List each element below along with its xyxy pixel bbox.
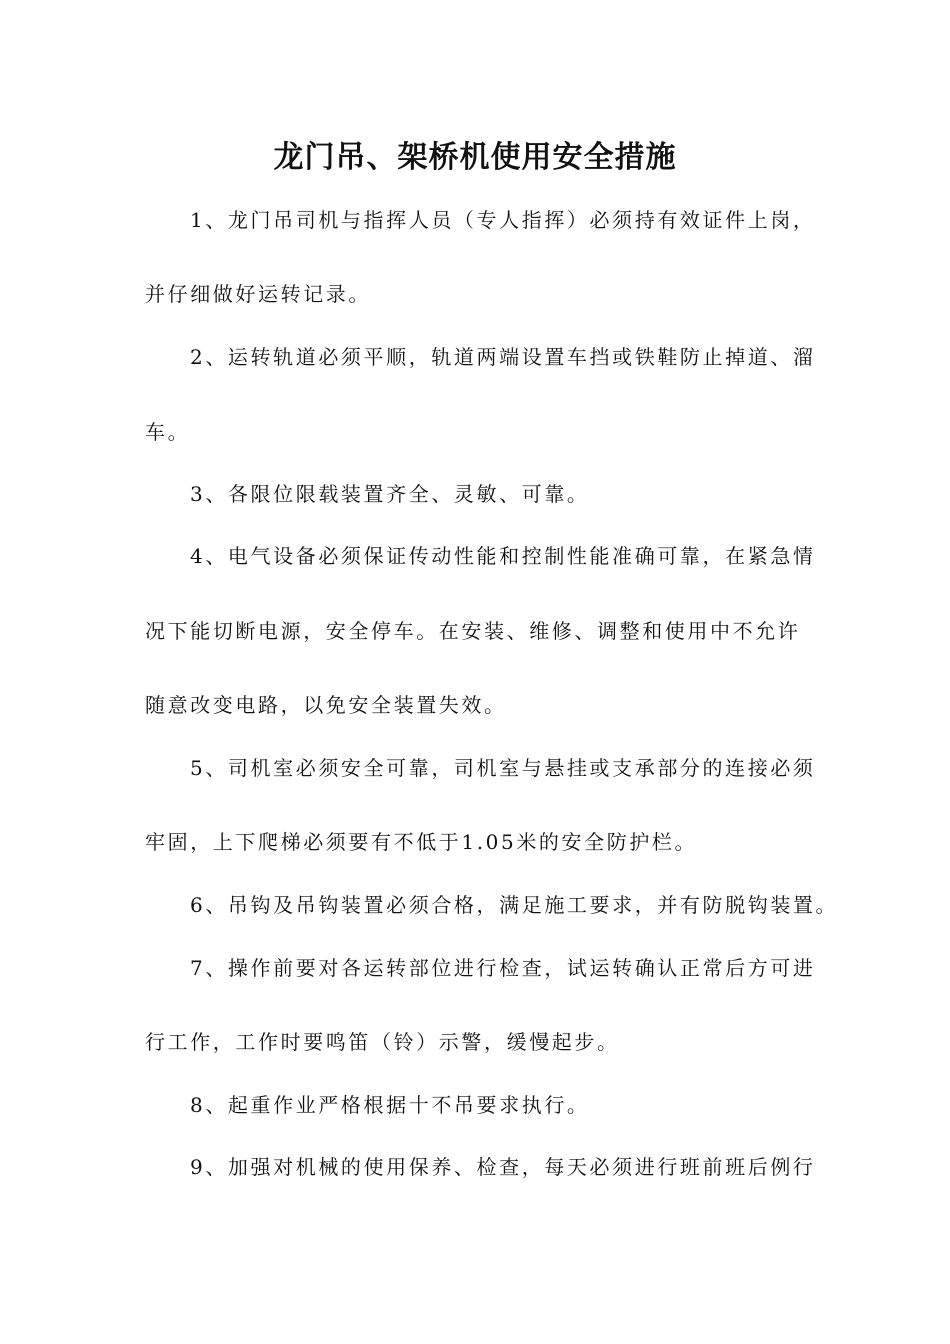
paragraph-1-line-2: 并仔细做好运转记录。: [145, 282, 371, 306]
paragraph-6-line-1: 6、吊钩及吊钩装置必须合格，满足施工要求，并有防脱钩装置。: [190, 893, 839, 917]
paragraph-2-line-1: 2、运转轨道必须平顺，轨道两端设置车挡或铁鞋防止掉道、溜: [190, 345, 816, 369]
paragraph-5-line-2: 牢固，上下爬梯必须要有不低于1.05米的安全防护栏。: [145, 830, 698, 854]
document-title: 龙门吊、架桥机使用安全措施: [273, 140, 677, 175]
paragraph-8-line-1: 8、起重作业严格根据十不吊要求执行。: [190, 1093, 590, 1117]
paragraph-4-line-3: 随意改变电路，以免安全装置失效。: [145, 693, 507, 717]
paragraph-5-line-1: 5、司机室必须安全可靠，司机室与悬挂或支承部分的连接必须: [190, 756, 816, 780]
paragraph-4-line-2: 况下能切断电源，安全停车。在安装、维修、调整和使用中不允许: [145, 619, 801, 643]
paragraph-1-line-1: 1、龙门吊司机与指挥人员（专人指挥）必须持有效证件上岗，: [190, 208, 816, 232]
paragraph-4-line-1: 4、电气设备必须保证传动性能和控制性能准确可靠，在紧急情: [190, 544, 816, 568]
paragraph-2-line-2: 车。: [145, 420, 191, 444]
paragraph-7-line-1: 7、操作前要对各运转部位进行检查，试运转确认正常后方可进: [190, 956, 816, 980]
paragraph-7-line-2: 行工作，工作时要鸣笛（铃）示警，缓慢起步。: [145, 1030, 620, 1054]
paragraph-3-line-1: 3、各限位限载装置齐全、灵敏、可靠。: [190, 482, 590, 506]
paragraph-9-line-1: 9、加强对机械的使用保养、检查，每天必须进行班前班后例行: [190, 1155, 816, 1179]
